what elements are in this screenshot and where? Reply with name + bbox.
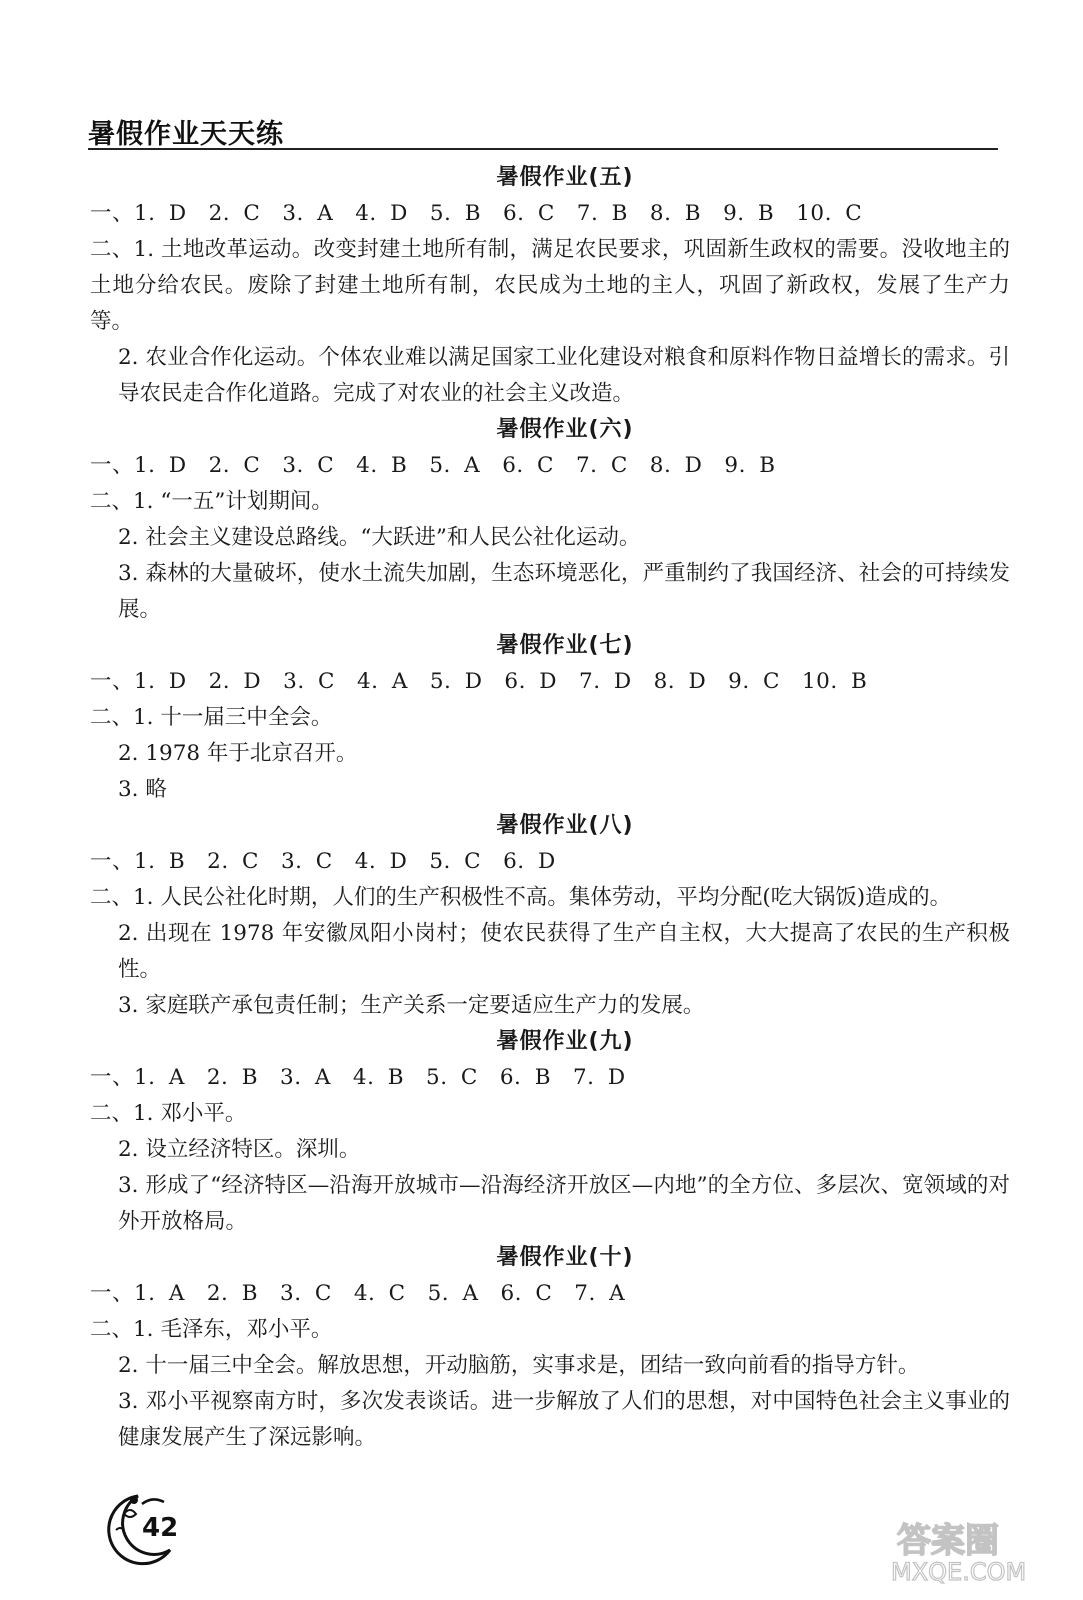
book-title: 暑假作业天天练 xyxy=(88,119,284,150)
answer-paragraph: 3. 形成了“经济特区—沿海开放城市—沿海经济开放区—内地”的全方位、多层次、宽领域的对外开放格局。 xyxy=(118,1173,1010,1234)
answer-line: 3. 略 xyxy=(118,777,167,802)
answer-line: 2. 1978 年于北京召开。 xyxy=(118,741,358,766)
section-title: 暑假作业(九) xyxy=(496,1029,634,1054)
answer-paragraph: 2. 农业合作化运动。个体农业难以满足国家工业化建设对粮食和原料作物日益增长的需求。引导农民走合作化道路。完成了对农业的社会主义改造。 xyxy=(118,345,1010,406)
section-10 xyxy=(90,1240,1010,1456)
choice-answers: 一、1. A 2. B 3. C 4. C 5. A 6. C 7. A xyxy=(90,1281,626,1306)
header-divider xyxy=(88,148,998,150)
answer-line: 二、1. 十一届三中全会。 xyxy=(90,705,333,730)
choice-answers: 一、1. D 2. C 3. C 4. B 5. A 6. C 7. C 8. D 9. B xyxy=(90,453,776,478)
answer-line: 二、1. “一五”计划期间。 xyxy=(90,489,333,514)
watermark-logo-icon xyxy=(877,1514,1067,1586)
answer-paragraph: 二、1. 土地改革运动。改变封建土地所有制，满足农民要求，巩固新生政权的需要。没收地主的土地分给农民。废除了封建土地所有制，农民成为土地的主人，巩固了新政权，发展了生产力等。 xyxy=(90,237,1010,334)
section-8 xyxy=(90,808,1010,1024)
section-5 xyxy=(90,160,1010,412)
page-number: 42 xyxy=(142,1513,179,1543)
answer-line: 二、1. 毛泽东，邓小平。 xyxy=(90,1317,333,1342)
answer-line: 3. 家庭联产承包责任制；生产关系一定要适应生产力的发展。 xyxy=(118,993,705,1018)
answer-line: 二、1. 人民公社化时期，人们的生产积极性不高。集体劳动，平均分配(吃大锅饭)造成的。 xyxy=(90,885,952,910)
section-title: 暑假作业(七) xyxy=(496,633,634,658)
section-6 xyxy=(90,412,1010,628)
answer-line: 2. 十一届三中全会。解放思想，开动脑筋，实事求是，团结一致向前看的指导方针。 xyxy=(118,1353,920,1378)
answer-line: 2. 设立经济特区。深圳。 xyxy=(118,1137,361,1162)
choice-answers: 一、1. B 2. C 3. C 4. D 5. C 6. D xyxy=(90,849,556,874)
answer-line: 二、1. 邓小平。 xyxy=(90,1101,247,1126)
answer-paragraph: 2. 出现在 1978 年安徽凤阳小岗村；使农民获得了生产自主权，大大提高了农民的生产积极性。 xyxy=(118,921,1010,982)
answer-paragraph: 3. 邓小平视察南方时，多次发表谈话。进一步解放了人们的思想，对中国特色社会主义事业的健康发展产生了深远影响。 xyxy=(118,1389,1010,1450)
section-title: 暑假作业(八) xyxy=(496,813,634,838)
svg-text:答案圈: 答案圈 xyxy=(897,1521,999,1561)
answer-line: 2. 社会主义建设总路线。“大跃进”和人民公社化运动。 xyxy=(118,525,641,550)
choice-answers: 一、1. D 2. C 3. A 4. D 5. B 6. C 7. B 8. B 9. B 10. C xyxy=(90,201,863,226)
choice-answers: 一、1. D 2. D 3. C 4. A 5. D 6. D 7. D 8. D 9. C 10. B xyxy=(90,669,868,694)
answer-paragraph: 3. 森林的大量破坏，使水土流失加剧，生态环境恶化，严重制约了我国经济、社会的可持续发展。 xyxy=(118,561,1010,622)
section-title: 暑假作业(十) xyxy=(496,1245,634,1270)
svg-text:MXQE.COM: MXQE.COM xyxy=(891,1558,1027,1586)
section-7 xyxy=(90,628,1010,808)
section-9 xyxy=(90,1024,1010,1240)
answer-content xyxy=(90,160,1010,1456)
section-title: 暑假作业(六) xyxy=(496,417,634,442)
section-title: 暑假作业(五) xyxy=(496,165,634,190)
choice-answers: 一、1. A 2. B 3. A 4. B 5. C 6. B 7. D xyxy=(90,1065,626,1090)
